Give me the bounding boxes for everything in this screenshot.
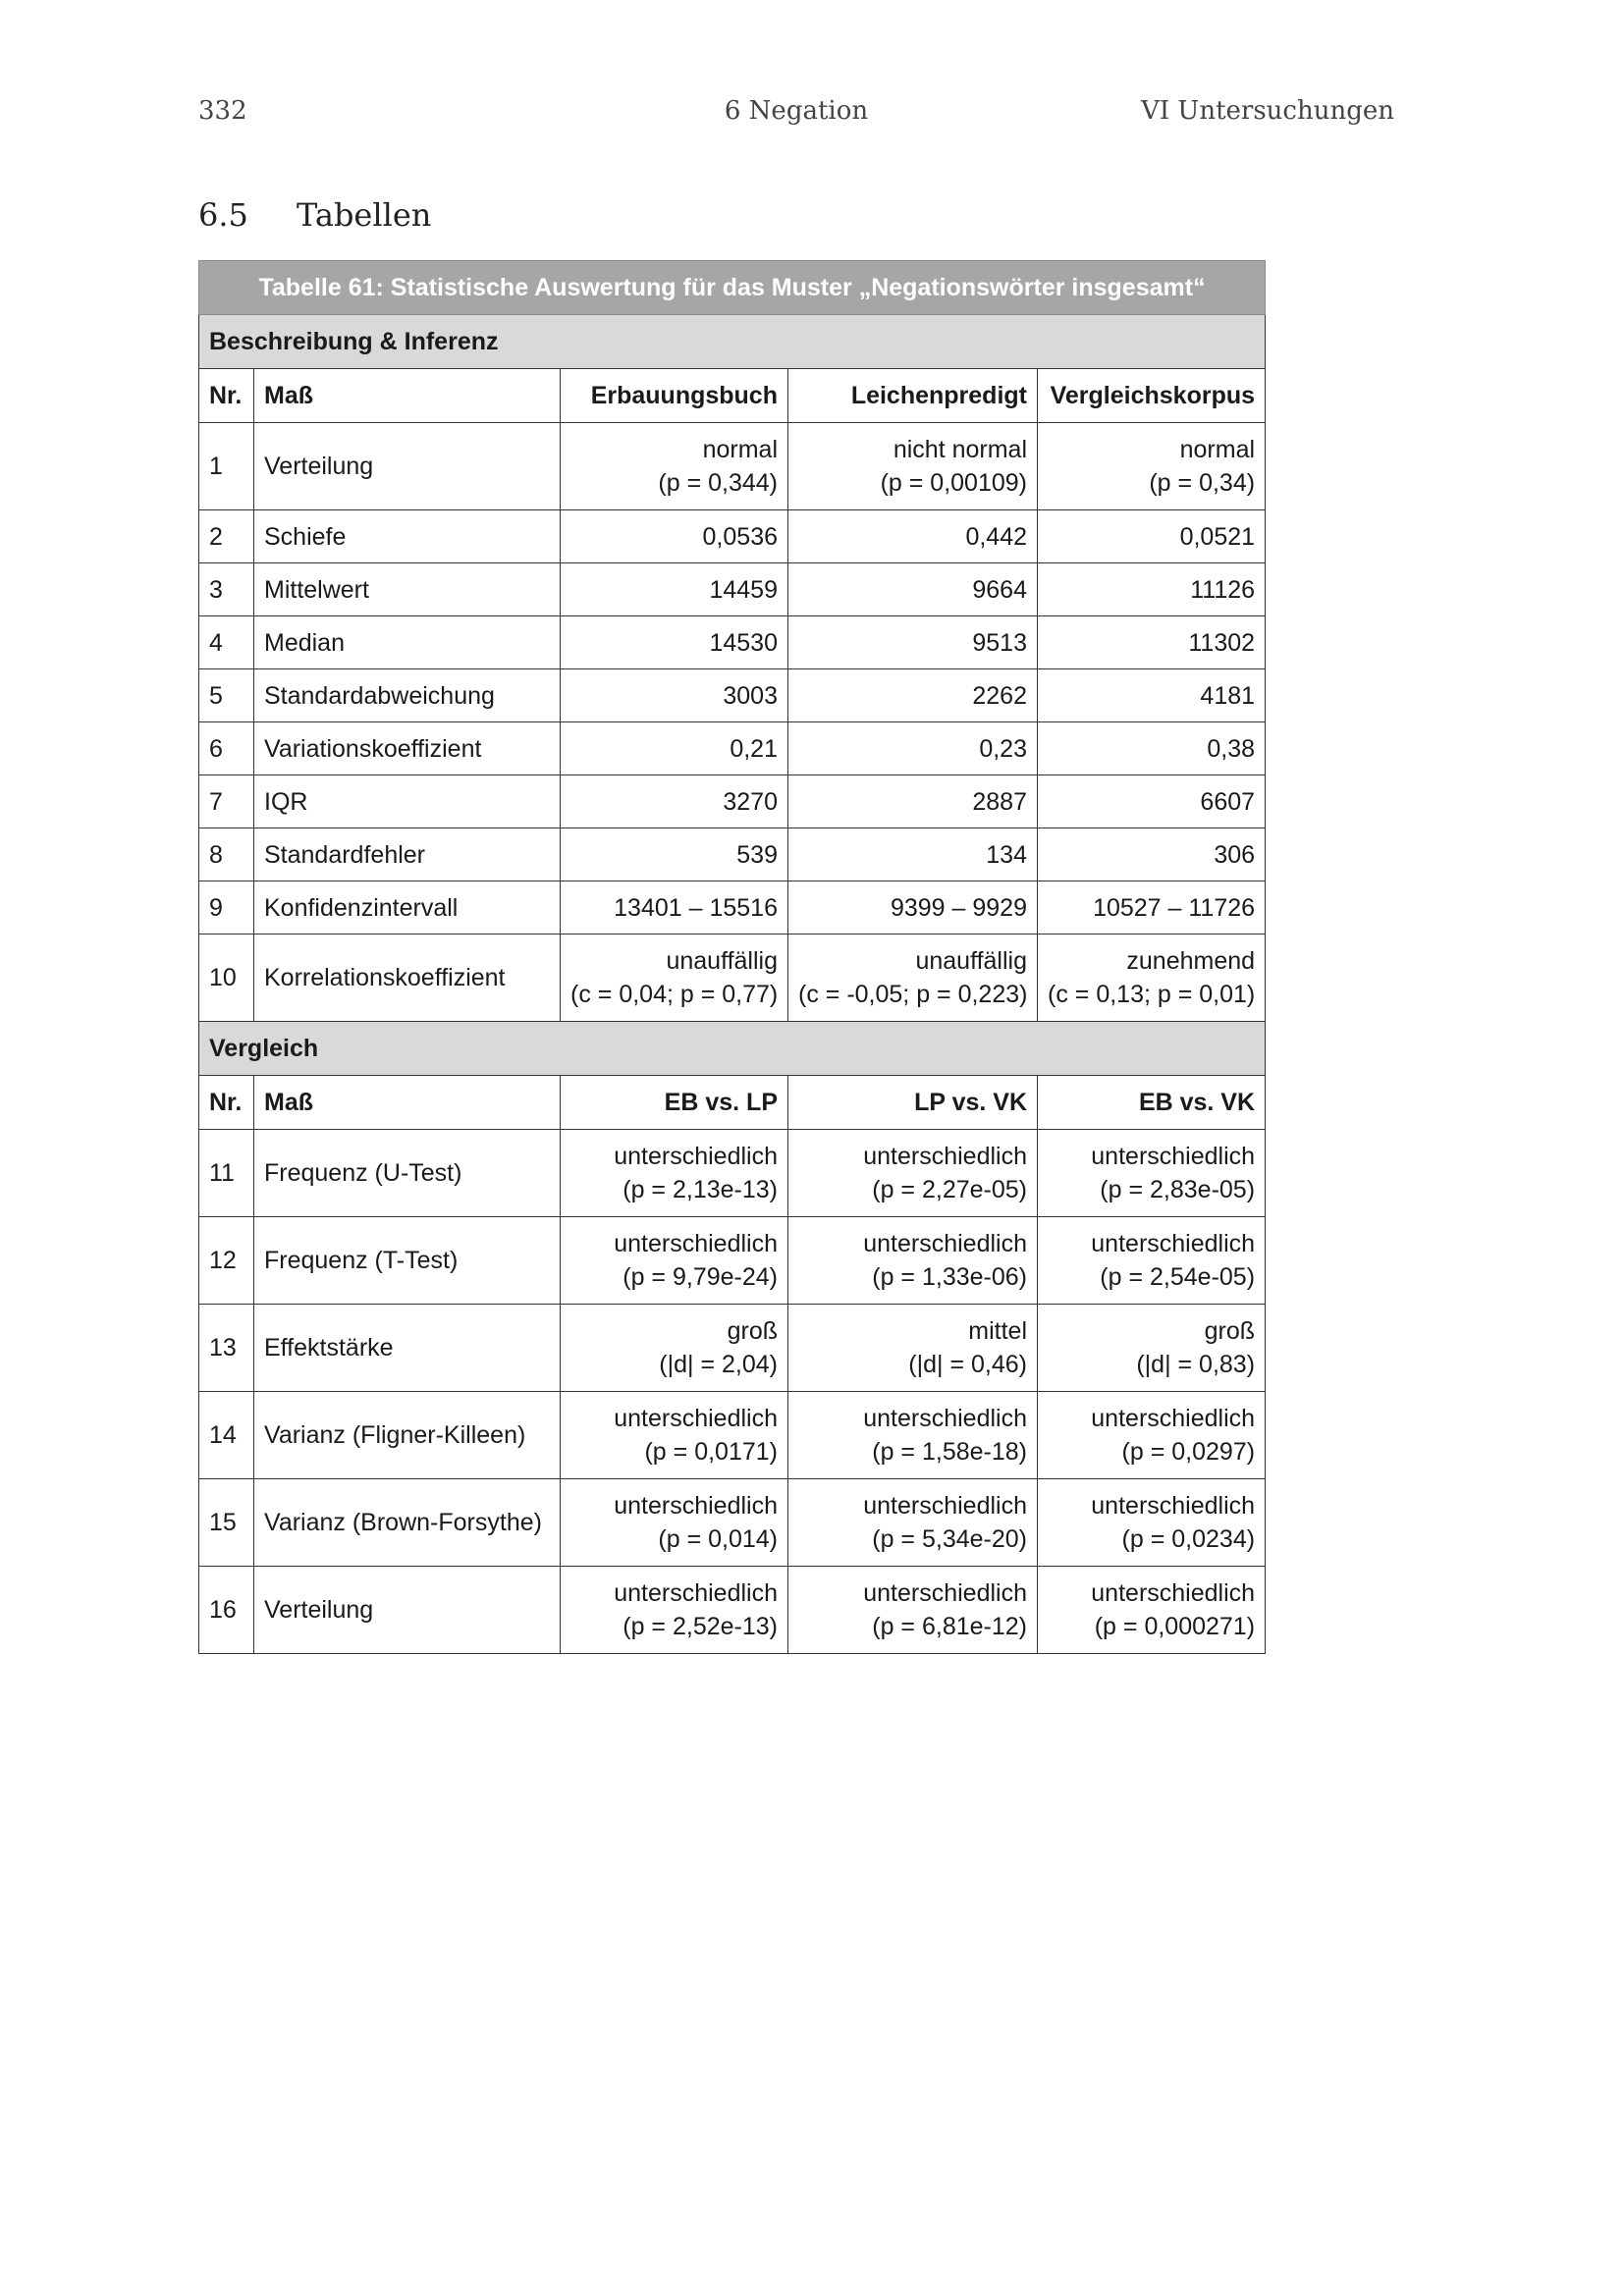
value-line: 539 [736,840,778,869]
value-line: (p = 6,81e-12) [872,1613,1027,1640]
row-number: 13 [199,1305,254,1392]
row-number: 16 [199,1567,254,1654]
row-measure: Varianz (Fligner-Killeen) [254,1392,561,1479]
value-cell-eb [561,563,788,616]
row-measure: Standardfehler [254,828,561,881]
value-line: (p = 0,0171) [644,1438,778,1466]
running-head [198,96,1394,135]
column-header: Leichenpredigt [788,369,1038,423]
value-line: unterschiedlich [614,1405,778,1432]
column-header: Erbauungsbuch [561,369,788,423]
table-section-row [199,1022,1266,1076]
value-line: (p = 2,83e-05) [1100,1176,1256,1203]
row-number: 5 [199,669,254,722]
table-row [199,934,1266,1022]
column-header: LP vs. VK [788,1076,1038,1130]
value-line: unterschiedlich [1091,1143,1256,1170]
value-line: (c = -0,05; p = 0,223) [798,981,1028,1008]
value-line: unterschiedlich [863,1492,1027,1520]
column-header: EB vs. LP [561,1076,788,1130]
value-cell-vk [1038,669,1266,722]
value-line: (p = 2,13e-13) [623,1176,778,1203]
value-line: unterschiedlich [1091,1230,1256,1257]
value-line: 10527 – 11726 [1093,893,1256,922]
table-row [199,510,1266,563]
value-cell-vk [1038,616,1266,669]
value-cell-eb [561,934,788,1022]
row-measure: Mittelwert [254,563,561,616]
table-row [199,423,1266,510]
column-header: Nr. [199,369,254,423]
value-line: (p = 2,52e-13) [623,1613,778,1640]
value-cell-lp [788,722,1038,775]
value-line: 134 [986,840,1027,869]
value-line: (p = 0,34) [1149,469,1256,497]
value-line: (p = 5,34e-20) [872,1525,1027,1553]
value-line: unterschiedlich [614,1143,778,1170]
statistics-table [198,260,1266,1654]
table-header-row [199,369,1266,423]
table-row [199,828,1266,881]
value-line: groß [1204,1317,1256,1345]
value-line: unauffällig [915,947,1027,975]
row-measure: Standardabweichung [254,669,561,722]
value-line: (|d| = 0,83) [1136,1351,1256,1378]
value-cell-vk [1038,1392,1266,1479]
row-measure: Median [254,616,561,669]
value-cell-vk [1038,1305,1266,1392]
row-number: 2 [199,510,254,563]
row-measure: Schiefe [254,510,561,563]
value-cell-vk [1038,1567,1266,1654]
value-cell-lp [788,510,1038,563]
row-number: 3 [199,563,254,616]
value-line: (p = 0,0234) [1121,1525,1256,1553]
value-line: (p = 0,000271) [1094,1613,1256,1640]
value-cell-lp [788,616,1038,669]
value-cell-vk [1038,1130,1266,1217]
value-line: zunehmend [1126,947,1256,975]
value-line: 0,442 [965,522,1027,551]
table-section-title: Vergleich [199,1022,1266,1076]
column-header: Vergleichskorpus [1038,369,1266,423]
value-cell-eb [561,1217,788,1305]
value-cell-lp [788,934,1038,1022]
value-line: 2262 [972,681,1027,710]
value-cell-vk [1038,775,1266,828]
column-header: Maß [254,1076,561,1130]
value-cell-eb [561,510,788,563]
row-measure: Variationskoeffizient [254,722,561,775]
value-line: (p = 0,344) [658,469,778,497]
page-number: 332 [198,96,247,126]
part-title: VI Untersuchungen [1141,96,1394,126]
value-line: (p = 0,0297) [1121,1438,1256,1466]
table-row [199,669,1266,722]
value-cell-eb [561,775,788,828]
value-cell-vk [1038,563,1266,616]
row-number: 7 [199,775,254,828]
row-number: 10 [199,934,254,1022]
row-measure: Varianz (Brown-Forsythe) [254,1479,561,1567]
value-line: 2887 [972,787,1027,816]
row-number: 4 [199,616,254,669]
value-cell-vk [1038,828,1266,881]
value-line: unterschiedlich [614,1230,778,1257]
row-measure: Verteilung [254,423,561,510]
table-header-row [199,1076,1266,1130]
column-header: Maß [254,369,561,423]
value-cell-lp [788,423,1038,510]
row-number: 9 [199,881,254,934]
value-line: unterschiedlich [863,1405,1027,1432]
value-cell-lp [788,1567,1038,1654]
value-line: 9664 [972,575,1027,604]
value-cell-lp [788,669,1038,722]
section-title: Tabellen [297,196,432,234]
row-measure: Verteilung [254,1567,561,1654]
row-measure: IQR [254,775,561,828]
value-line: unterschiedlich [1091,1492,1256,1520]
row-number: 12 [199,1217,254,1305]
table-row [199,1305,1266,1392]
table-row [199,1567,1266,1654]
value-cell-eb [561,828,788,881]
table-caption: Tabelle 61: Statistische Auswertung für das Muster „Negationswörter insgesamt“ [199,261,1266,315]
value-line: (p = 0,00109) [880,469,1027,497]
row-measure: Frequenz (U-Test) [254,1130,561,1217]
value-cell-eb [561,1305,788,1392]
value-line: unauffällig [666,947,778,975]
value-cell-lp [788,1217,1038,1305]
value-cell-vk [1038,722,1266,775]
value-line: 9513 [972,628,1027,657]
value-line: (p = 2,54e-05) [1100,1263,1256,1291]
table-caption-row [199,261,1266,315]
value-line: 13401 – 15516 [614,893,778,922]
value-line: 11302 [1188,628,1256,657]
chapter-title: 6 Negation [724,96,869,126]
value-line: 4181 [1200,681,1256,710]
value-line: unterschiedlich [1091,1579,1256,1607]
value-line: 0,0536 [702,522,778,551]
value-cell-eb [561,1392,788,1479]
value-line: 3003 [723,681,778,710]
value-line: (p = 1,33e-06) [872,1263,1027,1291]
value-line: unterschiedlich [614,1579,778,1607]
value-cell-eb [561,616,788,669]
row-measure: Frequenz (T-Test) [254,1217,561,1305]
table-row [199,1479,1266,1567]
value-cell-lp [788,775,1038,828]
value-line: 6607 [1200,787,1256,816]
value-line: groß [727,1317,778,1345]
value-cell-lp [788,1130,1038,1217]
value-line: (p = 1,58e-18) [872,1438,1027,1466]
value-line: unterschiedlich [614,1492,778,1520]
column-header: Nr. [199,1076,254,1130]
value-cell-lp [788,1479,1038,1567]
value-line: 14459 [709,575,778,604]
value-cell-vk [1038,1217,1266,1305]
value-cell-lp [788,881,1038,934]
value-line: (p = 0,014) [658,1525,778,1553]
value-line: 306 [1214,840,1256,869]
value-line: (p = 2,27e-05) [872,1176,1027,1203]
value-line: unterschiedlich [863,1143,1027,1170]
value-cell-lp [788,563,1038,616]
value-cell-eb [561,722,788,775]
value-line: 14530 [709,628,778,657]
section-number: 6.5 [198,196,248,234]
value-cell-vk [1038,881,1266,934]
table-row [199,1217,1266,1305]
value-line: nicht normal [893,436,1027,463]
value-line: unterschiedlich [863,1230,1027,1257]
section-heading [198,196,431,234]
row-number: 6 [199,722,254,775]
value-cell-eb [561,1567,788,1654]
row-measure: Effektstärke [254,1305,561,1392]
value-cell-vk [1038,510,1266,563]
table-section-row [199,315,1266,369]
value-line: unterschiedlich [863,1579,1027,1607]
row-number: 1 [199,423,254,510]
value-cell-eb [561,1130,788,1217]
value-cell-lp [788,1305,1038,1392]
value-line: 11126 [1190,575,1256,604]
value-line: 0,38 [1207,734,1256,763]
value-line: normal [702,436,778,463]
value-cell-lp [788,1392,1038,1479]
value-cell-eb [561,669,788,722]
table-section-title: Beschreibung & Inferenz [199,315,1266,369]
value-cell-vk [1038,423,1266,510]
value-line: (|d| = 0,46) [908,1351,1027,1378]
row-number: 14 [199,1392,254,1479]
table-row [199,775,1266,828]
table-row [199,1392,1266,1479]
value-cell-lp [788,828,1038,881]
value-line: normal [1179,436,1256,463]
table-row [199,563,1266,616]
value-line: (p = 9,79e-24) [623,1263,778,1291]
row-measure: Konfidenzintervall [254,881,561,934]
table-row [199,881,1266,934]
value-line: 3270 [723,787,778,816]
value-cell-vk [1038,1479,1266,1567]
row-measure: Korrelationskoeffizient [254,934,561,1022]
table-row [199,722,1266,775]
value-line: unterschiedlich [1091,1405,1256,1432]
value-cell-eb [561,423,788,510]
value-cell-eb [561,881,788,934]
row-number: 11 [199,1130,254,1217]
row-number: 15 [199,1479,254,1567]
table-row [199,616,1266,669]
value-line: 0,23 [979,734,1027,763]
row-number: 8 [199,828,254,881]
value-line: mittel [968,1317,1027,1345]
value-line: 9399 – 9929 [890,893,1027,922]
value-cell-eb [561,1479,788,1567]
value-line: 0,21 [730,734,778,763]
value-line: (c = 0,13; p = 0,01) [1048,981,1256,1008]
value-cell-vk [1038,934,1266,1022]
column-header: EB vs. VK [1038,1076,1266,1130]
value-line: (c = 0,04; p = 0,77) [570,981,779,1008]
value-line: 0,0521 [1179,522,1256,551]
value-line: (|d| = 2,04) [659,1351,778,1378]
table-row [199,1130,1266,1217]
